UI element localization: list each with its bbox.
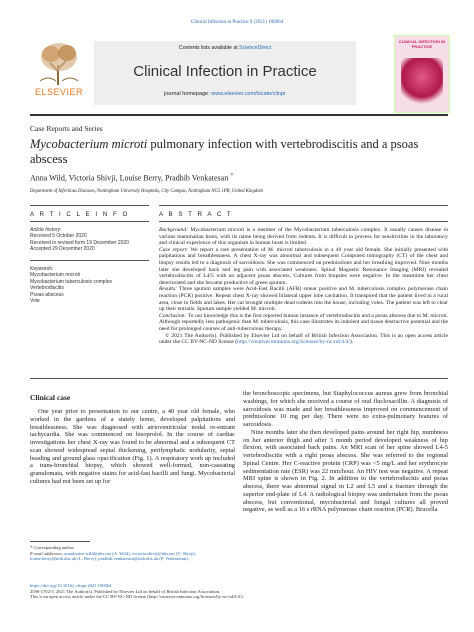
article-history: Article history: Received 5 October 2020 Received in revised form 19 December 2020 Accepted 29 December 2020 — [30, 227, 149, 253]
elsevier-tree-icon — [36, 41, 82, 85]
footnote-corresponding: * Corresponding author. E-mail addresses: annalouise-wild@nhs.net (A. Wild), victoria.shivji@nhs.net (V. Shivji), louise.berry@nuh.nhs.uk (L. Berry), pradhib.venkatesan@nuh.nhs.uk (P. Venkatesan). — [30, 545, 235, 562]
elsevier-logo — [30, 41, 88, 108]
article-info-heading-rule — [30, 221, 149, 222]
body-right-column — [243, 390, 448, 514]
author-list: Anna Wild, Victoria Shivji, Louise Berry, Pradhib Venkatesan * — [30, 172, 234, 183]
journal-header — [30, 35, 448, 112]
paragraph: One year prior to presentation to our centre, a 40 year old female, who worked in the gardens of a stately home, developed palpitations and breathlessness. She was diagnosed with atrioventricular nodal re-entrant tachycardia. She was commenced on bisoprolol. In the course of cardiac investigations her chest X-ray was found to be abnormal and a subsequent CT scan showed widespread septal thickening, perilymphatic nodularity, septal beading and ground glass opacification (Fig. 1). A respiratory work up included a trans-bronchial biopsy, which showed well-formed, non-caseating granulomata, with negative stains for acid-fast bacilli and fungi. Mycobacterial cultures had not been set up for — [30, 408, 235, 485]
license-link[interactable]: http://creativecommons.org/licenses/by-nc-nd/4.0/ — [237, 339, 350, 346]
abstract-heading: A B S T R A C T — [159, 211, 233, 218]
keyword-item: Vole — [30, 298, 40, 305]
keyword-item: Mycobacterium tuberculosis complex — [30, 278, 112, 285]
abstract-body — [159, 227, 448, 346]
paragraph: the bronchoscopic specimens, but Staphylococcus aureus grew from bronchial washings, for which she received a course of oral flucloxacillin. A diagnosis of sarcoidosis was made and her breathlessness improved on commencement of prednisolone 10 mg per day. There were no extra-pulmonary features of sarcoidosis. — [243, 390, 448, 428]
history-received: Received 5 October 2020 — [30, 233, 87, 240]
abstract-top-rule — [159, 205, 448, 206]
history-revised: Received in revised form 19 December 2020 — [30, 239, 129, 246]
keyword-item: Vertebrodiscitis — [30, 285, 64, 292]
author-emails[interactable]: annalouise-wild@nhs.net (A. Wild), victoria.shivji@nhs.net (V. Shivji), louise.berry@nuh.nhs.uk (L. Berry), pradhib.venkatesan@nuh.nhs.uk (P. Venkatesan). — [30, 550, 197, 562]
article-info-top-rule — [30, 205, 149, 206]
section-heading: Clinical case — [30, 393, 71, 402]
contents-line: Contents lists available at ScienceDirect — [178, 45, 272, 51]
doi-link[interactable]: https://doi.org/10.1016/j.clinpr.2021.100064 — [30, 583, 112, 588]
contents-box — [94, 41, 356, 105]
article-type: Case Reports and Series — [30, 124, 103, 133]
sciencedirect-link[interactable]: ScienceDirect — [239, 45, 272, 51]
doi-block — [30, 583, 448, 600]
journal-citation-line[interactable] — [0, 20, 474, 25]
elsevier-wordmark: ELSEVIER — [34, 87, 84, 97]
history-accepted: Accepted 29 December 2020 — [30, 246, 95, 253]
journal-cover-thumbnail — [394, 35, 450, 113]
journal-homepage-link[interactable]: www.elsevier.com/locate/clinpr — [211, 91, 286, 97]
cover-image — [401, 58, 443, 106]
article-title: Mycobacterium microti pulmonary infection with vertebrodiscitis and a psoas abscess — [30, 137, 419, 166]
cover-title: CLINICAL INFECTION IN PRACTICE — [398, 39, 446, 49]
paragraph: Nine months later she then developed pains around her right hip, numbness on her anterior thigh and after 3 month period developed weakness of hip flexion, with associated back pains. An MRI scan of her spine showed L4-5 vertebrodiscitis with a right psoas abscess. She was referred to the regional Spinal Centre. Her C-reactive protein (CRP) was <5 mg/L and her erythrocyte sedimentation rate (ESR) was 22 mm/hour. An HIV test was negative. A repeat MRI spine is shown in Fig. 2. In addition to the vertebrodiscitis and psoas abscess, there was abnormal signal in L2 and L5 and a fracture through the superior end-plate of L4. A radiological biopsy was undertaken from the psoas abscess, but conventional, mycobacterial and fungal cultures all proved negative, as well as a 16 s rRNA polymerase chain reaction (PCR). Brucella — [243, 428, 448, 514]
keyword-item: Psoas abscess — [30, 291, 64, 298]
affiliation: Department of Infectious Diseases, Nottingham University Hospitals, City Campus, Nottingham NG5 1PB, United Kingdom — [30, 189, 263, 194]
corresponding-author-mark[interactable]: * — [230, 172, 234, 179]
footnote-rule — [30, 541, 90, 542]
footnote-emails: E-mail addresses: annalouise-wild@nhs.net (A. Wild), victoria.shivji@nhs.net (V. Shivji), louise.berry@nuh.nhs.uk (L. Berry), pradhib.venkatesan@nuh.nhs.uk (P. Venkatesan). — [30, 550, 197, 562]
abstract-results: Results: Three sputum samples were Acid-Fast Bacilli (AFB) smear positive and M. tuberculosis complex polymerase chain reaction (PCR) positive. Repeat chest X-ray showed bilateral upper lobe cavitation. It transpired that the patient lived in a rural area, close to fields and lakes. Her cat brought multiple dead rodents into the house, including voles. The patient was left to clear up their entrails. Sputum sample yielded M. microti. — [159, 286, 448, 313]
abstract-case-report: Case report: We report a rare presentation of M. microti tuberculosis in a 40 year old female. She initially presented with palpitations and breathlessness. A chest X-ray was abnormal and subsequent Computed tomography (CT) of the chest and biopsy results led to a diagnosis of sarcoidosis. She was commenced on prednisolone and her breathing improved. Nine months later she developed back and leg pain with associated weakness. Spinal Magnetic Resonance Imaging (MRI) revealed vertebrodiscitis of L4/5 with an adjacent psoas abscess. Cultures from biopsies were negative. In the meantime her chest deteriorated and she became productive of green sputum. — [159, 246, 448, 286]
abstract-license: © 2021 The Author(s). Published by Elsevier Ltd on behalf of British Infection Association. This is an open access article under the CC BY-NC-ND license (http://creativecommons.org/licenses/by-nc-nd/4.0/). — [159, 332, 448, 346]
abstract-bottom-rule — [30, 378, 448, 379]
journal-title: Clinical Infection in Practice — [133, 63, 317, 80]
abstract-background: Background: Mycobacterium microti is a member of the Mycobacterium tuberculosis complex. It usually causes disease in various mammalian hosts, with its name being derived from rodents. It is difficult to process for sensitivities in the laboratory and clinical experience of this organism in human hosts is limited. — [159, 227, 448, 247]
keyword-item: Mycobacterium microti — [30, 272, 81, 279]
article-info-mid-rule — [30, 260, 149, 261]
body-left-column — [30, 408, 235, 486]
header-rule — [30, 114, 448, 116]
abstract-heading-rule — [159, 221, 448, 222]
abstract-conclusion: Conclusion: To our knowledge this is the first reported human instance of vertebrodiscitis and a psoas abscess due to M. microti. Although reportedly less pathogenic than M. tuberculosis, this case illustrates its indolent and tissue destructive potential and the need for prolonged courses of anti-tuberculous therapy. — [159, 312, 448, 332]
keywords: Keywords: Mycobacterium microti Mycobacterium tuberculosis complex Vertebrodiscitis Psoas abscess Vole — [30, 266, 149, 304]
journal-citation-link[interactable]: Clinical Infection in Practice 9 (2021) 100064 — [190, 20, 284, 25]
article-info-heading: A R T I C L E I N F O — [30, 211, 130, 218]
issn-line: 2590-1702/© 2021 The Author(s). Published by Elsevier Ltd on behalf of British Infection Association. — [30, 588, 221, 594]
journal-homepage-line: journal homepage: www.elsevier.com/locate/clinpr — [164, 91, 286, 97]
open-access-line: This is an open access article under the CC BY-NC-ND license (http://creativecommons.org/licenses/by-nc-nd/4.0/). — [30, 594, 244, 600]
